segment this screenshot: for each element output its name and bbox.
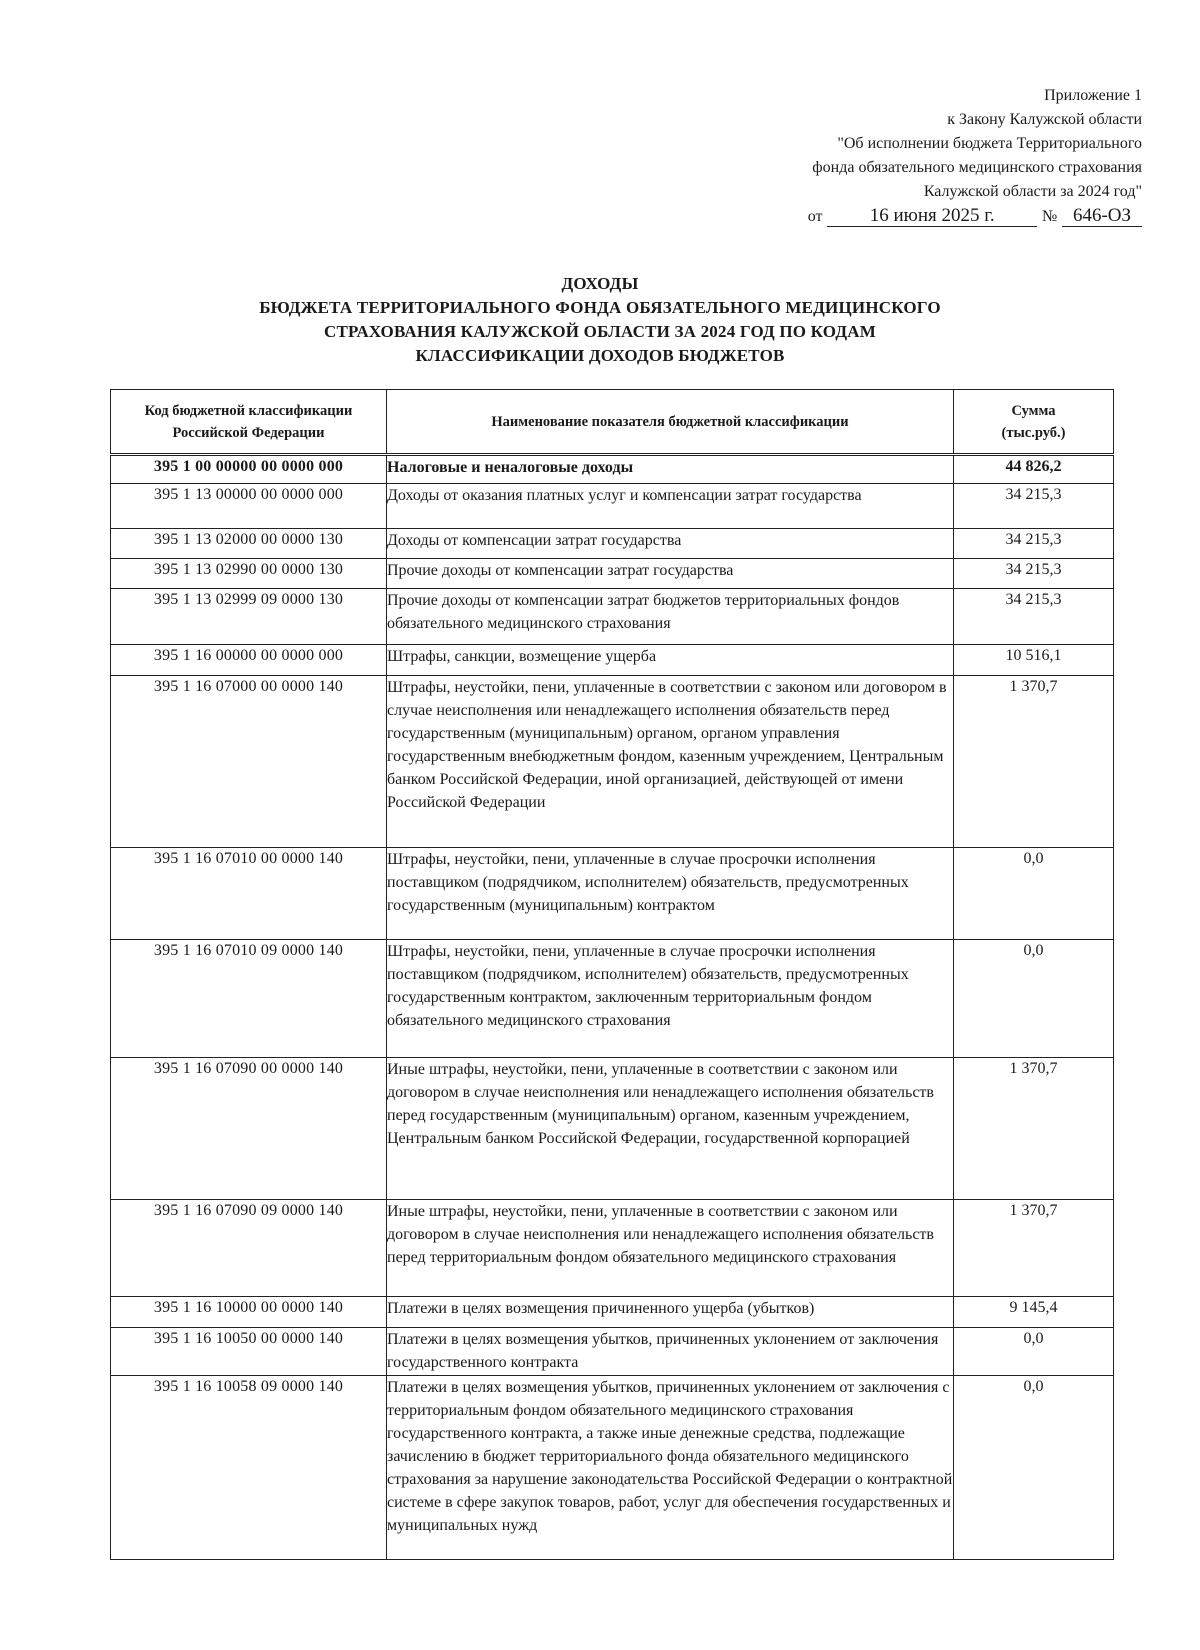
table-row xyxy=(111,848,1114,940)
header-code xyxy=(111,390,387,455)
row-code: 395 1 16 07090 00 0000 140 xyxy=(111,1058,387,1200)
from-label: от xyxy=(807,208,823,225)
table-header-row xyxy=(111,390,1114,455)
title-line-3: СТРАХОВАНИЯ КАЛУЖСКОЙ ОБЛАСТИ ЗА 2024 ГОД ПО КОДАМ xyxy=(324,322,876,341)
row-code: 395 1 00 00000 00 0000 000 xyxy=(111,455,387,484)
header-sum-line-1: Сумма xyxy=(1011,402,1056,419)
row-name: Прочие доходы от компенсации затрат бюджетов территориальных фондов обязательного медицинского страхования xyxy=(387,589,954,645)
annex-line-4: фонда обязательного медицинского страхования xyxy=(812,159,1142,176)
row-name: Иные штрафы, неустойки, пени, уплаченные в соответствии с законом или договором в случае неисполнения или ненадлежащего исполнения обязательств перед территориальным фондом обязательного медицинского страхования xyxy=(387,1200,954,1297)
law-date: 16 июня 2025 г. xyxy=(827,206,1037,227)
table-row xyxy=(111,455,1114,484)
title-line-2: БЮДЖЕТА ТЕРРИТОРИАЛЬНОГО ФОНДА ОБЯЗАТЕЛЬНОГО МЕДИЦИНСКОГО xyxy=(259,298,941,317)
row-amount: 0,0 xyxy=(954,1376,1114,1560)
row-amount: 34 215,3 xyxy=(954,484,1114,529)
row-name: Иные штрафы, неустойки, пени, уплаченные в соответствии с законом или договором в случае неисполнения или ненадлежащего исполнения обязательств перед государственным (муниципальным) органом, казенным учреждением, Центральным банком Российской Федерации, государственной корпорацией xyxy=(387,1058,954,1200)
header-name: Наименование показателя бюджетной классификации xyxy=(387,390,954,455)
row-name: Платежи в целях возмещения убытков, причиненных уклонением от заключения государственного контракта xyxy=(387,1328,954,1376)
annex-line-3: "Об исполнении бюджета Территориального xyxy=(837,135,1142,152)
row-amount: 9 145,4 xyxy=(954,1297,1114,1328)
table-row xyxy=(111,1297,1114,1328)
law-number: 646-ОЗ xyxy=(1062,206,1142,227)
title-line-4: КЛАССИФИКАЦИИ ДОХОДОВ БЮДЖЕТОВ xyxy=(415,346,785,365)
annex-block xyxy=(542,84,1142,229)
row-amount: 0,0 xyxy=(954,1328,1114,1376)
header-code-line-2: Российской Федерации xyxy=(172,424,325,441)
row-name: Штрафы, санкции, возмещение ущерба xyxy=(387,645,954,676)
document-title xyxy=(0,272,1200,368)
row-amount: 34 215,3 xyxy=(954,559,1114,589)
law-number-line xyxy=(542,204,1142,229)
row-name: Прочие доходы от компенсации затрат государства xyxy=(387,559,954,589)
header-sum-line-2: (тыс.руб.) xyxy=(1001,424,1066,441)
row-code: 395 1 16 00000 00 0000 000 xyxy=(111,645,387,676)
number-label: № xyxy=(1041,208,1058,225)
row-name: Штрафы, неустойки, пени, уплаченные в соответствии с законом или договором в случае неисполнения или ненадлежащего исполнения обязательств перед государственным (муниципальным) органом, органом управления государственным внебюджетным фондом, казенным учреждением, Центральным банком Российской Федерации, иной организацией, действующей от имени Российской Федерации xyxy=(387,676,954,848)
header-code-line-1: Код бюджетной классификации xyxy=(144,402,353,419)
row-name: Штрафы, неустойки, пени, уплаченные в случае просрочки исполнения поставщиком (подрядчиком, исполнителем) обязательств, предусмотренных государственным (муниципальным) контрактом xyxy=(387,848,954,940)
table-row xyxy=(111,645,1114,676)
table-row xyxy=(111,529,1114,559)
table-row xyxy=(111,1376,1114,1560)
table-row xyxy=(111,589,1114,645)
row-code: 395 1 13 02999 09 0000 130 xyxy=(111,589,387,645)
row-amount: 44 826,2 xyxy=(954,455,1114,484)
annex-line-2: к Закону Калужской области xyxy=(947,111,1142,128)
annex-line-5: Калужской области за 2024 год" xyxy=(923,183,1142,200)
row-amount: 1 370,7 xyxy=(954,676,1114,848)
row-name: Доходы от компенсации затрат государства xyxy=(387,529,954,559)
table-row xyxy=(111,559,1114,589)
row-code: 395 1 16 07010 09 0000 140 xyxy=(111,940,387,1058)
row-amount: 0,0 xyxy=(954,940,1114,1058)
row-amount: 1 370,7 xyxy=(954,1200,1114,1297)
row-code: 395 1 16 07000 00 0000 140 xyxy=(111,676,387,848)
row-code: 395 1 13 02990 00 0000 130 xyxy=(111,559,387,589)
row-code: 395 1 16 07090 09 0000 140 xyxy=(111,1200,387,1297)
row-amount: 34 215,3 xyxy=(954,589,1114,645)
table-row xyxy=(111,676,1114,848)
row-amount: 1 370,7 xyxy=(954,1058,1114,1200)
row-code: 395 1 13 00000 00 0000 000 xyxy=(111,484,387,529)
table-row xyxy=(111,1200,1114,1297)
row-code: 395 1 16 10050 00 0000 140 xyxy=(111,1328,387,1376)
table-row xyxy=(111,484,1114,529)
row-name: Платежи в целях возмещения убытков, причиненных уклонением от заключения с территориальным фондом обязательного медицинского страхования государственного контракта, а также иные денежные средства, подлежащие зачислению в бюджет территориального фонда обязательного медицинского страхования за нарушение законодательства Российской Федерации о контрактной системе в сфере закупок товаров, работ, услуг для обеспечения государственных и муниципальных нужд xyxy=(387,1376,954,1560)
row-amount: 34 215,3 xyxy=(954,529,1114,559)
row-name: Штрафы, неустойки, пени, уплаченные в случае просрочки исполнения поставщиком (подрядчиком, исполнителем) обязательств, предусмотренных государственным контрактом, заключенным территориальным фондом обязательного медицинского страхования xyxy=(387,940,954,1058)
row-name: Платежи в целях возмещения причиненного ущерба (убытков) xyxy=(387,1297,954,1328)
row-code: 395 1 16 10058 09 0000 140 xyxy=(111,1376,387,1560)
table-row xyxy=(111,1328,1114,1376)
table-row xyxy=(111,940,1114,1058)
row-name: Доходы от оказания платных услуг и компенсации затрат государства xyxy=(387,484,954,529)
table-row xyxy=(111,1058,1114,1200)
header-sum xyxy=(954,390,1114,455)
revenue-table xyxy=(110,389,1114,1560)
row-name: Налоговые и неналоговые доходы xyxy=(387,455,954,484)
row-code: 395 1 16 07010 00 0000 140 xyxy=(111,848,387,940)
row-amount: 10 516,1 xyxy=(954,645,1114,676)
title-line-1: ДОХОДЫ xyxy=(561,274,639,293)
annex-line-1: Приложение 1 xyxy=(1044,87,1142,104)
row-code: 395 1 16 10000 00 0000 140 xyxy=(111,1297,387,1328)
row-amount: 0,0 xyxy=(954,848,1114,940)
row-code: 395 1 13 02000 00 0000 130 xyxy=(111,529,387,559)
